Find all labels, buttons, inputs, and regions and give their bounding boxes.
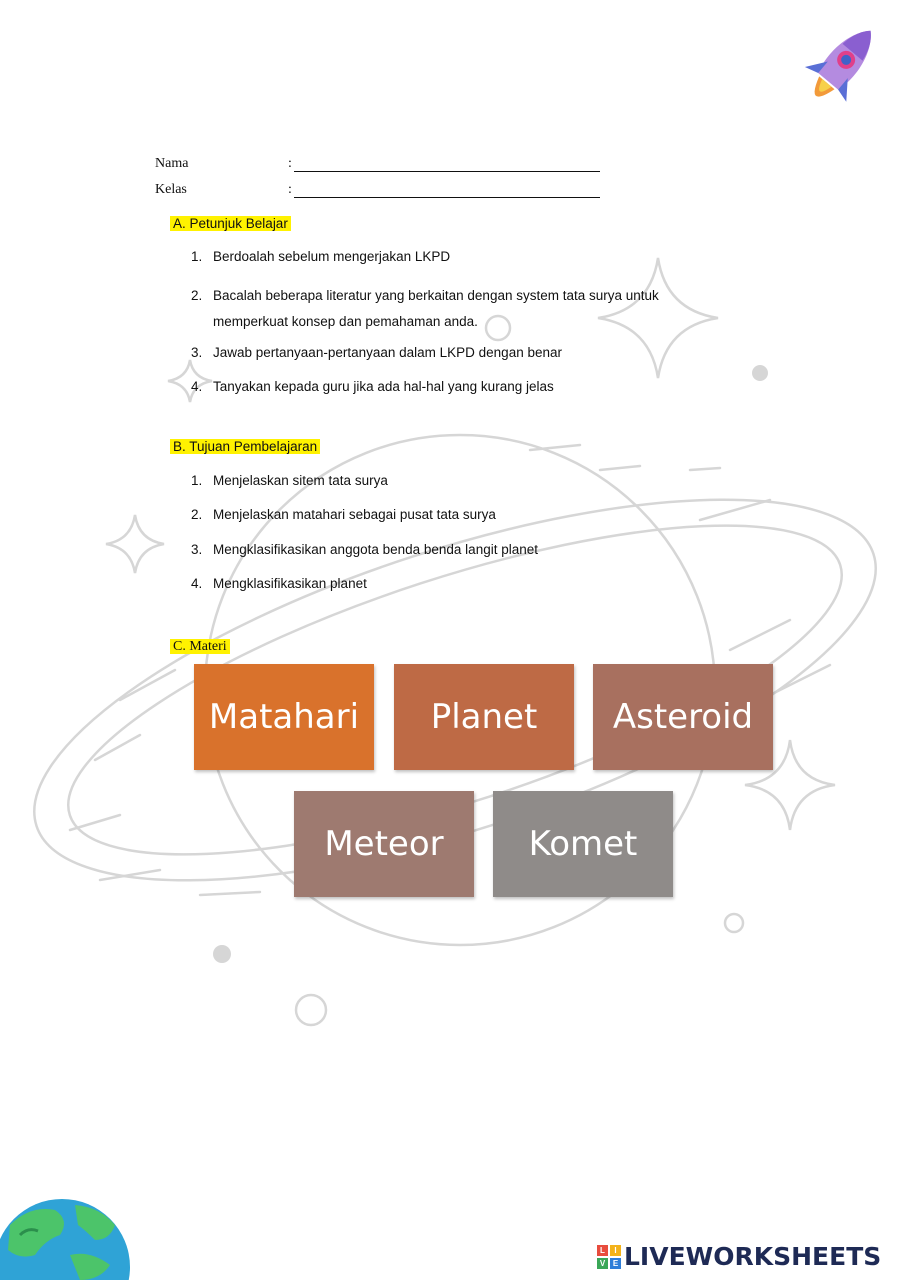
nama-colon: : <box>288 156 292 171</box>
materi-box-komet: Komet <box>493 791 673 897</box>
list-item: 3. Jawab pertanyaan-pertanyaan dalam LKPD dengan benar <box>191 345 562 360</box>
nama-field[interactable] <box>288 156 600 172</box>
list-item: 4. Mengklasifikasikan planet <box>191 576 367 591</box>
list-item: 1. Berdoalah sebelum mengerjakan LKPD <box>191 249 451 264</box>
earth-icon <box>0 1185 140 1280</box>
list-item: 3. Mengklasifikasikan anggota benda benda langit planet <box>191 542 538 557</box>
section-c-heading: C. Materi <box>170 638 230 655</box>
logo-tiles-icon: L I V E <box>597 1245 621 1269</box>
list-item: 2. Menjelaskan matahari sebagai pusat tata surya <box>191 507 496 522</box>
kelas-input-line[interactable] <box>294 187 600 198</box>
kelas-label: Kelas <box>155 182 187 197</box>
brand-name: LIVEWORKSHEETS <box>624 1242 882 1271</box>
kelas-field[interactable] <box>288 182 600 198</box>
section-a-heading: A. Petunjuk Belajar <box>170 216 291 231</box>
kelas-colon: : <box>288 182 292 197</box>
nama-input-line[interactable] <box>294 161 600 172</box>
materi-box-meteor: Meteor <box>294 791 474 897</box>
list-item: 2. Bacalah beberapa literatur yang berkaitan dengan system tata surya untuk memperkuat konsep dan pemahaman anda. <box>191 288 659 329</box>
rocket-icon <box>786 16 886 126</box>
sparkle-star-left <box>106 515 164 573</box>
liveworksheets-logo <box>597 1242 881 1271</box>
materi-box-planet: Planet <box>394 664 574 770</box>
section-b-heading: B. Tujuan Pembelajaran <box>170 439 320 454</box>
list-item: 4. Tanyakan kepada guru jika ada hal-hal yang kurang jelas <box>191 379 554 394</box>
materi-box-matahari: Matahari <box>194 664 374 770</box>
nama-label: Nama <box>155 156 189 171</box>
materi-box-asteroid: Asteroid <box>593 664 773 770</box>
list-item: 1. Menjelaskan sitem tata surya <box>191 473 388 488</box>
